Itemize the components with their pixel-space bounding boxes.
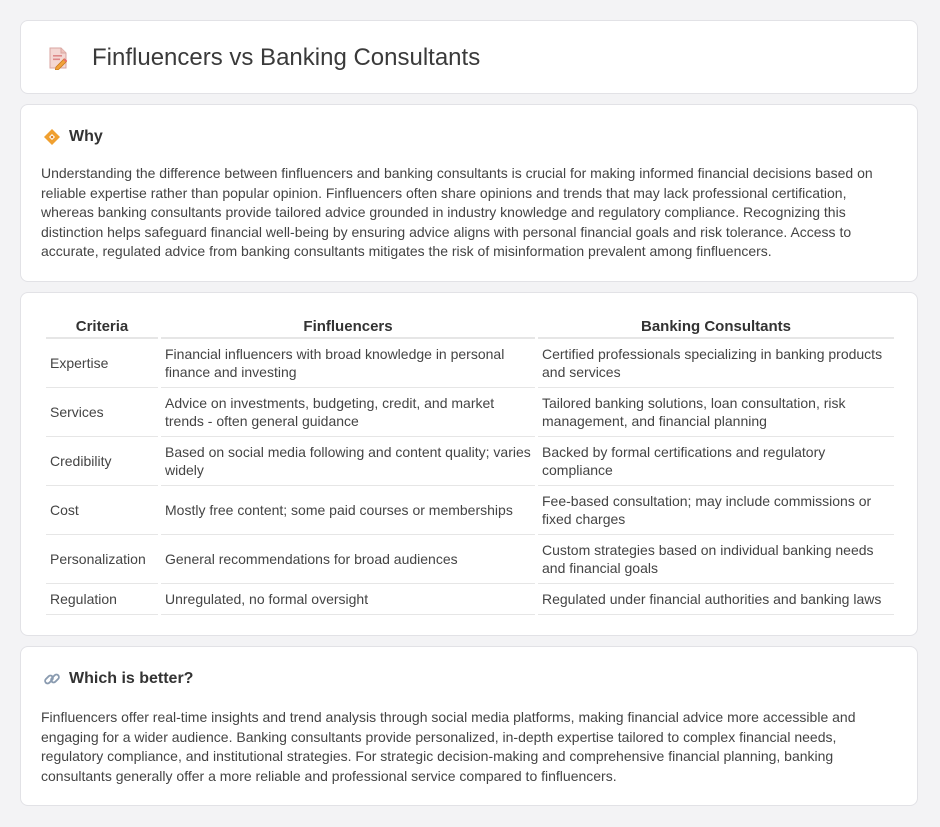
- finfluencers-cell: Mostly free content; some paid courses or memberships: [161, 486, 535, 535]
- better-heading: [43, 668, 193, 690]
- criteria-cell: Cost: [46, 486, 158, 535]
- table-row: [46, 486, 894, 535]
- link-icon: [43, 670, 61, 688]
- which-is-better-section: [20, 646, 918, 806]
- why-section: [20, 104, 918, 282]
- criteria-cell: Expertise: [46, 339, 158, 388]
- document-pencil-icon: [47, 46, 69, 70]
- comparison-table: [43, 315, 897, 615]
- finfluencers-cell: Based on social media following and content quality; varies widely: [161, 437, 535, 486]
- banking-consultants-cell: Certified professionals specializing in banking products and services: [538, 339, 894, 388]
- banking-consultants-cell: Regulated under financial authorities and banking laws: [538, 584, 894, 615]
- criteria-cell: Regulation: [46, 584, 158, 615]
- better-title: Which is better?: [69, 670, 194, 687]
- finfluencers-cell: Financial influencers with broad knowledge in personal finance and investing: [161, 339, 535, 388]
- header-card: [20, 20, 918, 94]
- comparison-table-card: [20, 292, 918, 636]
- page-title: Finfluencers vs Banking Consultants: [92, 44, 481, 71]
- criteria-cell: Personalization: [46, 535, 158, 584]
- why-title: Why: [69, 128, 103, 145]
- finfluencers-cell: Unregulated, no formal oversight: [161, 584, 535, 615]
- finfluencers-cell: Advice on investments, budgeting, credit, and market trends - often general guidance: [161, 388, 535, 437]
- table-header-row: [46, 315, 894, 339]
- header-criteria: Criteria: [46, 315, 158, 339]
- header-banking-consultants: Banking Consultants: [538, 315, 894, 339]
- finfluencers-cell: General recommendations for broad audiences: [161, 535, 535, 584]
- why-heading: [43, 126, 103, 148]
- table-row: [46, 584, 894, 615]
- criteria-cell: Services: [46, 388, 158, 437]
- table-row: [46, 535, 894, 584]
- better-text: Finfluencers offer real-time insights and trend analysis through social media platforms, making financial advice more accessible and engaging for a wider audience. Banking consultants provide personalized, in-depth expertise tailored to complex financial needs, regulatory compliance, and institutional strategies. For strategic decision-making and comprehensive financial planning, banking consultants generally offer a more reliable and professional service compared to finfluencers.: [41, 709, 856, 784]
- criteria-cell: Credibility: [46, 437, 158, 486]
- banking-consultants-cell: Fee-based consultation; may include commissions or fixed charges: [538, 486, 894, 535]
- table-row: [46, 437, 894, 486]
- table-row: [46, 339, 894, 388]
- header-finfluencers: Finfluencers: [161, 315, 535, 339]
- banking-consultants-cell: Backed by formal certifications and regulatory compliance: [538, 437, 894, 486]
- diamond-warning-icon: [43, 128, 61, 146]
- why-text: Understanding the difference between finfluencers and banking consultants is crucial for making informed financial decisions based on reliable expertise rather than popular opinion. Finfluencers often share opinions and trends that may lack professional certification, whereas banking consultants provide tailored advice grounded in industry knowledge and regulatory compliance. Recognizing this distinction helps safeguard financial well-being by ensuring advice aligns with personal financial goals and risk tolerance. Access to accurate, regulated advice from banking consultants mitigates the risk of misinformation prevalent among finfluencers.: [41, 165, 873, 260]
- banking-consultants-cell: Tailored banking solutions, loan consultation, risk management, and financial planning: [538, 388, 894, 437]
- table-row: [46, 388, 894, 437]
- banking-consultants-cell: Custom strategies based on individual banking needs and financial goals: [538, 535, 894, 584]
